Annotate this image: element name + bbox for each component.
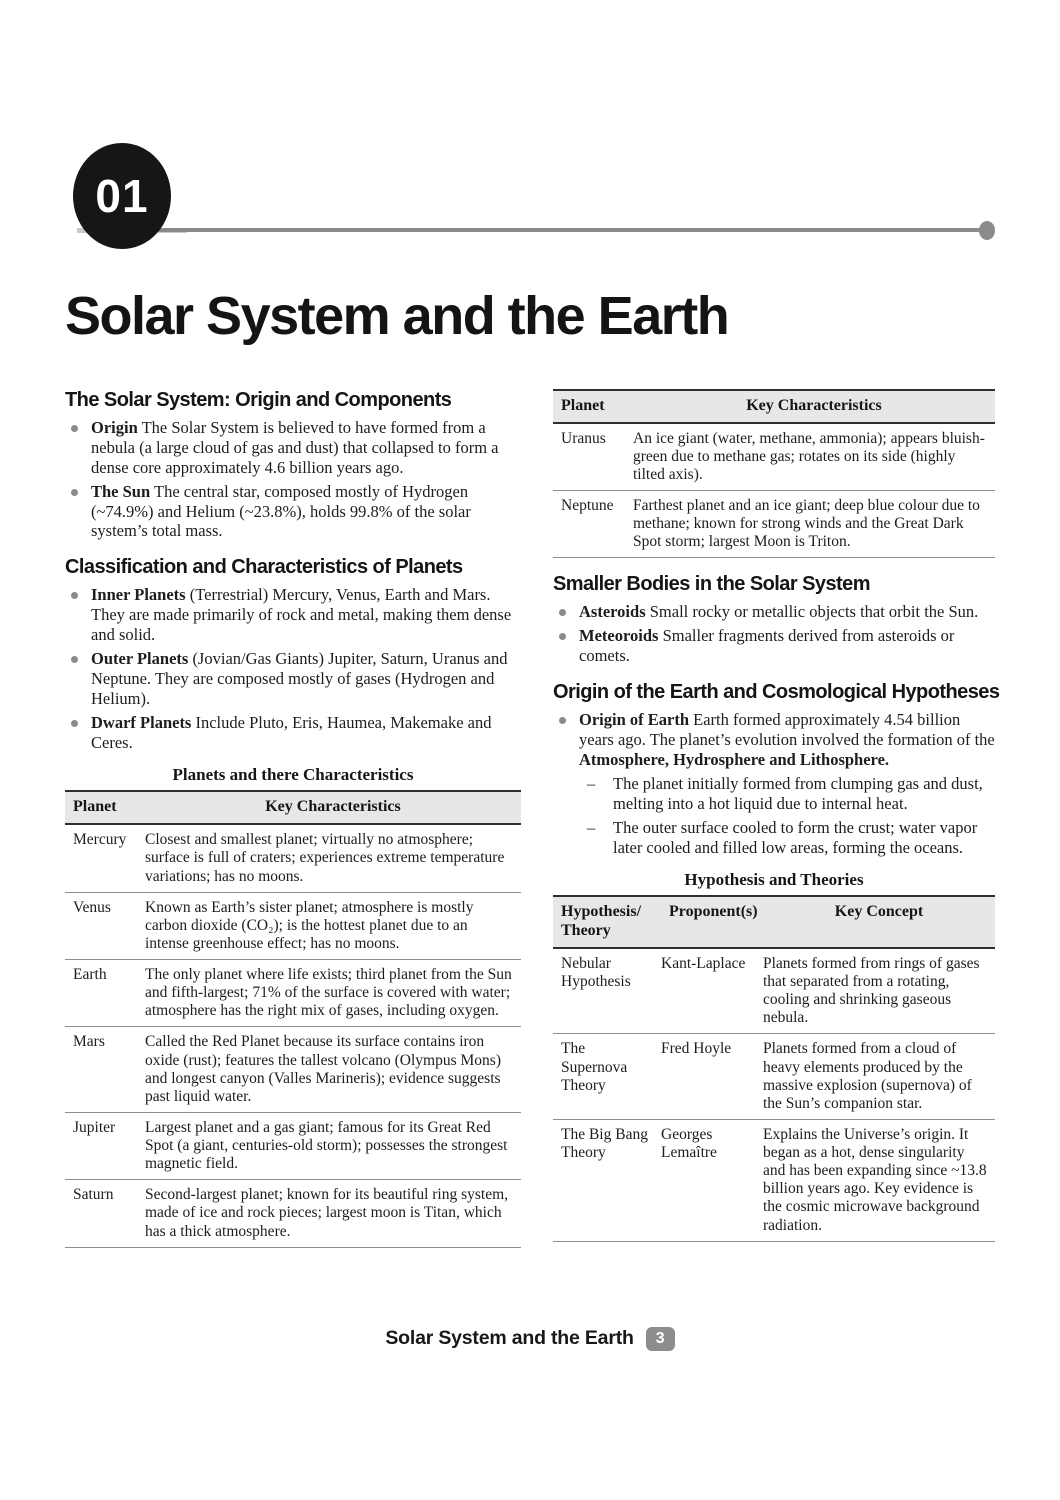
planet-name-cell: Neptune bbox=[553, 490, 633, 557]
bullet-text: Asteroids Small rocky or metallic objects that orbit the Sun. bbox=[579, 602, 979, 622]
proponent-cell: Georges Lemaître bbox=[661, 1119, 763, 1241]
sub-item-text: The planet initially formed from clumping gas and dust, melting into a hot liquid due to internal heat. bbox=[613, 774, 983, 813]
planet-characteristics-cell: Closest and smallest planet; virtually no atmosphere; surface is full of craters; experiences extreme temperature variations; has no moons. bbox=[145, 824, 521, 892]
planet-name-cell: Saturn bbox=[65, 1180, 145, 1247]
line-end-dot-icon bbox=[979, 221, 995, 240]
col-header-proponents: Proponent(s) bbox=[661, 896, 763, 948]
planet-name-cell: Jupiter bbox=[65, 1112, 145, 1179]
key-concept-cell: Planets formed from rings of gases that separated from a rotating, cooling and shrinking gaseous nebula. bbox=[763, 948, 995, 1034]
bullet-dot-icon bbox=[71, 489, 78, 496]
sub-item-text: The outer surface cooled to form the crust; water vapor later cooled and filled low areas, forming the oceans. bbox=[613, 817, 978, 857]
planet-characteristics-cell: Second-largest planet; known for its beautiful ring system, made of ice and rock pieces; largest moon is Titan, which has a thick atmosphere. bbox=[145, 1180, 521, 1247]
key-concept-cell: Explains the Universe’s origin. It began as a hot, dense singularity and has been expanding since ~13.8 billion years ago. Key evidence is the cosmic microwave background radiation. bbox=[763, 1119, 995, 1241]
bullet-text: Dwarf Planets Include Pluto, Eris, Haumea, Makemake and Ceres. bbox=[91, 713, 492, 753]
bullet-dot-icon bbox=[71, 425, 78, 432]
content-columns bbox=[65, 388, 1000, 1248]
planet-characteristics-cell: Largest planet and a gas giant; famous for its Great Red Spot (a giant, centuries-old storm); possesses the strongest magnetic field. bbox=[145, 1112, 521, 1179]
bullet-dot-icon bbox=[559, 609, 566, 616]
bullet-text: Origin The Solar System is believed to have formed from a nebula (a large cloud of gas and dust) that collapsed to form a dense core approximately 4.6 billion years ago. bbox=[91, 417, 499, 477]
col-header-hypothesis-theory: Hypothesis/ Theory bbox=[553, 896, 661, 948]
planet-name-cell: Venus bbox=[65, 892, 145, 959]
hypothesis-name-cell: The Supernova Theory bbox=[553, 1034, 661, 1120]
bullet-item bbox=[65, 713, 521, 753]
dash-marker: – bbox=[587, 817, 596, 837]
section-heading: Smaller Bodies in the Solar System bbox=[553, 573, 870, 596]
section-planet-classification bbox=[65, 556, 521, 753]
planet-characteristics-cell: Known as Earth’s sister planet; atmosphere is mostly carbon dioxide (CO₂); is the hottest planet due to an intense greenhouse effect; has no moons. bbox=[145, 892, 521, 959]
bullet-text: Outer Planets (Jovian/Gas Giants) Jupiter, Saturn, Uranus and Neptune. They are composed mostly of gases (Hydrogen and Helium). bbox=[91, 649, 508, 709]
section-heading: Origin of the Earth and Cosmological Hypotheses bbox=[553, 681, 1000, 704]
table-row bbox=[65, 960, 521, 1027]
planet-characteristics-cell: An ice giant (water, methane, ammonia); appears bluish-green due to methane gas; rotates on its side (highly tilted axis). bbox=[633, 423, 995, 491]
hypothesis-table bbox=[553, 895, 995, 1242]
col-header-key-concept: Key Concept bbox=[763, 896, 995, 948]
table-row bbox=[65, 824, 521, 892]
table-row bbox=[65, 1112, 521, 1179]
hypothesis-name-cell: Nebular Hypothesis bbox=[553, 948, 661, 1034]
bullet-dot-icon bbox=[71, 720, 78, 727]
table-header-row bbox=[553, 896, 995, 948]
bullet-item bbox=[65, 418, 521, 478]
planet-characteristics-cell: Called the Red Planet because its surface contains iron oxide (rust); features the tallest volcano (Olympus Mons) and longest canyon (Valles Marineris); evidence suggests past liquid water. bbox=[145, 1027, 521, 1113]
section-origin-of-earth bbox=[553, 681, 1000, 858]
bullet-dot-icon bbox=[559, 633, 566, 640]
sub-list-item bbox=[553, 818, 995, 858]
planet-characteristics-cell: Farthest planet and an ice giant; deep blue colour due to methane; known for strong winds and the Great Dark Spot storm; largest Moon is Triton. bbox=[633, 490, 995, 557]
col-header-planet: Planet bbox=[65, 791, 145, 824]
left-column bbox=[65, 389, 521, 1248]
planet-name-cell: Uranus bbox=[553, 423, 633, 491]
planet-characteristics-cell: The only planet where life exists; third planet from the Sun and fifth-largest; 71% of the surface is covered with water; atmosphere has the right mix of gases, including oxygen. bbox=[145, 960, 521, 1027]
page-footer bbox=[0, 1327, 1060, 1351]
proponent-cell: Kant-Laplace bbox=[661, 948, 763, 1034]
page-title: Solar System and the Earth bbox=[65, 286, 729, 346]
planet-name-cell: Mercury bbox=[65, 824, 145, 892]
table-caption: Planets and there Characteristics bbox=[172, 765, 414, 785]
proponent-cell: Fred Hoyle bbox=[661, 1034, 763, 1120]
section-solar-system-origin bbox=[65, 389, 521, 542]
table-header-row bbox=[65, 791, 521, 824]
key-concept-cell: Planets formed from a cloud of heavy elements produced by the massive explosion (supernova) of the Sun’s companion star. bbox=[763, 1034, 995, 1120]
bullet-text: Meteoroids Smaller fragments derived from asteroids or comets. bbox=[579, 626, 955, 666]
table-row bbox=[553, 948, 995, 1034]
planets-table-continued bbox=[553, 389, 995, 559]
bullet-item bbox=[65, 482, 521, 542]
planet-name-cell: Mars bbox=[65, 1027, 145, 1113]
col-header-characteristics: Key Characteristics bbox=[145, 791, 521, 824]
col-header-characteristics: Key Characteristics bbox=[633, 390, 995, 423]
bullet-text: The Sun The central star, composed mostly of Hydrogen (~74.9%) and Helium (~23.8%), holds 99.8% of the solar system’s total mass. bbox=[91, 481, 471, 541]
bullet-dot-icon bbox=[71, 656, 78, 663]
right-column bbox=[553, 389, 1000, 1248]
table-row bbox=[553, 1119, 995, 1241]
section-smaller-bodies bbox=[553, 573, 995, 666]
table-row bbox=[553, 490, 995, 557]
bullet-item bbox=[553, 626, 995, 666]
section-heading: Classification and Characteristics of Planets bbox=[65, 556, 463, 579]
sub-list-item bbox=[553, 774, 995, 814]
bullet-item bbox=[553, 710, 995, 770]
table-row bbox=[65, 1180, 521, 1247]
chapter-header bbox=[65, 143, 995, 255]
col-header-planet: Planet bbox=[553, 390, 633, 423]
table-row bbox=[65, 1027, 521, 1113]
planets-table bbox=[65, 790, 521, 1247]
table-header-row bbox=[553, 390, 995, 423]
hypothesis-name-cell: The Big Bang Theory bbox=[553, 1119, 661, 1241]
table-row bbox=[65, 892, 521, 959]
bullet-text: Inner Planets (Terrestrial) Mercury, Venus, Earth and Mars. They are made primarily of rock and metal, making them dense and solid. bbox=[91, 585, 512, 645]
footer-title: Solar System and the Earth bbox=[385, 1327, 634, 1350]
bullet-text: Origin of Earth Earth formed approximately 4.54 billion years ago. The planet’s evolution involved the formation of the Atmosphere, Hydrosphere and Lithosphere. bbox=[579, 710, 995, 770]
chapter-number-badge bbox=[73, 143, 171, 249]
planet-name-cell: Earth bbox=[65, 960, 145, 1027]
bullet-dot-icon bbox=[71, 592, 78, 599]
chapter-number: 01 bbox=[95, 170, 149, 222]
section-heading: The Solar System: Origin and Components bbox=[65, 388, 452, 411]
bullet-item bbox=[65, 649, 521, 709]
table-caption: Hypothesis and Theories bbox=[684, 869, 864, 889]
bullet-item bbox=[65, 585, 521, 645]
table-row bbox=[553, 1034, 995, 1120]
divider-line bbox=[103, 228, 987, 232]
bullet-dot-icon bbox=[559, 717, 566, 724]
bullet-item bbox=[553, 602, 995, 622]
page-number-badge: 3 bbox=[646, 1327, 675, 1351]
table-row bbox=[553, 423, 995, 491]
dash-marker: – bbox=[587, 774, 596, 794]
